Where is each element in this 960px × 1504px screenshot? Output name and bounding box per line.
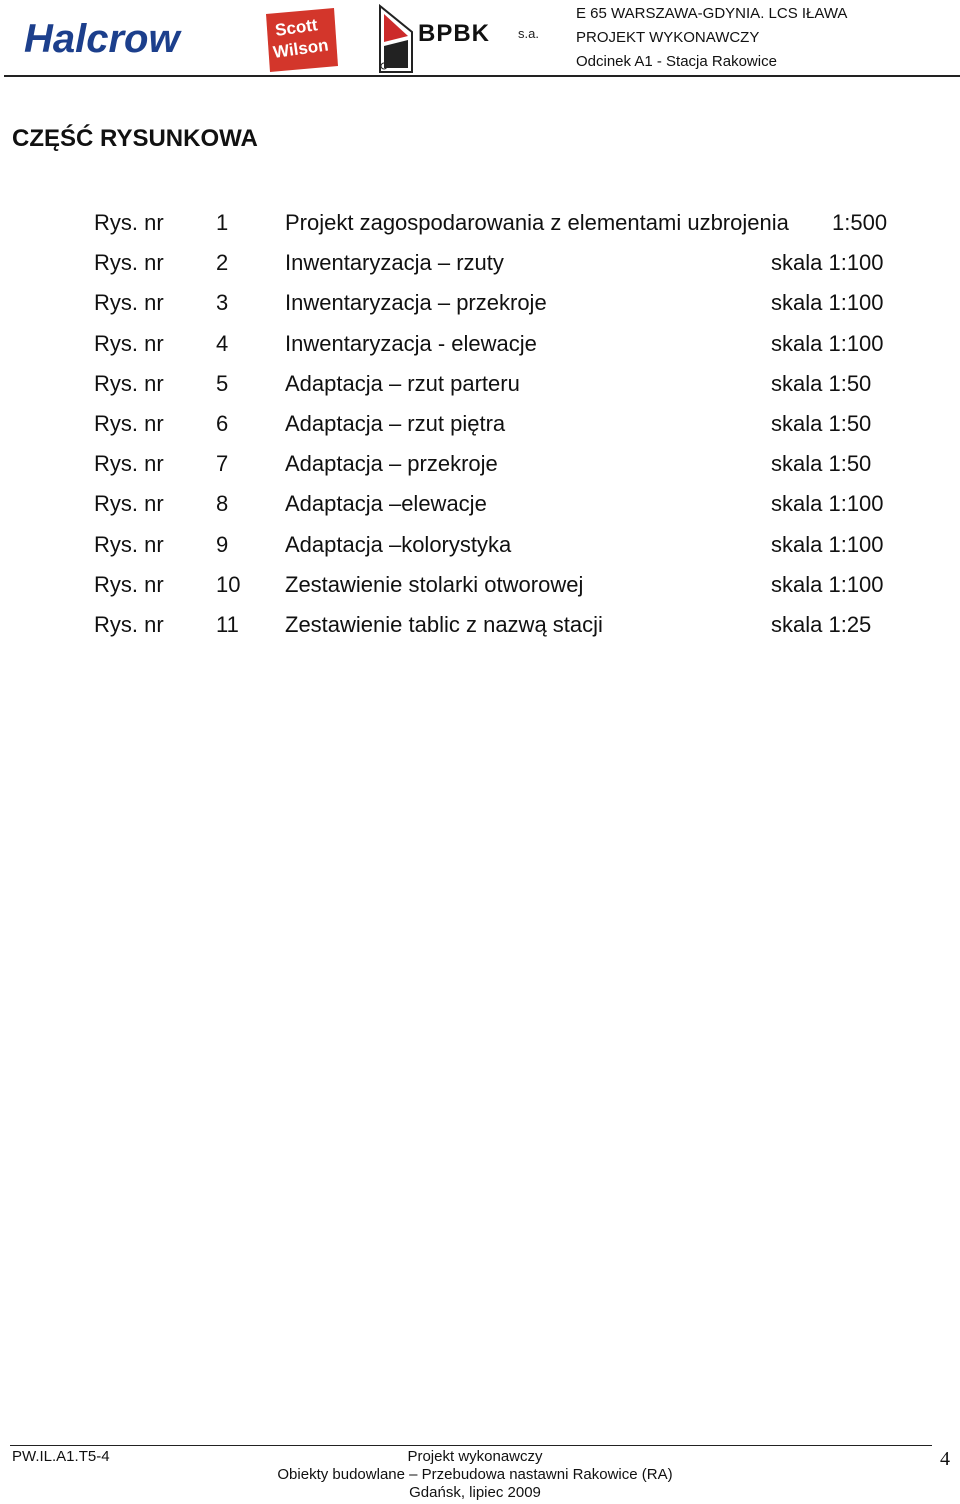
drawing-number: 4: [216, 330, 229, 356]
footer-project-info: [200, 1448, 750, 1502]
drawing-title: Adaptacja –kolorystyka: [285, 531, 512, 557]
drawing-row: [94, 565, 914, 605]
drawing-scale: skala 1:100: [771, 290, 884, 316]
drawing-number: 5: [216, 370, 229, 396]
drawing-prefix: Rys. nr: [94, 611, 164, 637]
drawing-scale: skala 1:100: [771, 491, 884, 517]
drawing-number: 1: [216, 210, 229, 235]
header-line-route: E 65 WARSZAWA-GDYNIA. LCS IŁAWA: [576, 5, 848, 22]
drawing-scale: skala 1:100: [771, 330, 884, 356]
drawing-number: 10: [216, 571, 241, 597]
drawing-list: [94, 203, 914, 645]
section-title: CZĘŚĆ RYSUNKOWA: [12, 125, 258, 152]
drawing-title: Zestawienie tablic z nazwą stacji: [285, 611, 603, 637]
drawing-title: Adaptacja – rzut piętra: [285, 410, 506, 436]
bpbk-emblem-icon: [376, 4, 416, 74]
drawing-prefix: Rys. nr: [94, 330, 164, 356]
drawing-row: [94, 364, 914, 404]
scott-wilson-logo: [264, 6, 340, 74]
drawing-prefix: Rys. nr: [94, 210, 164, 235]
drawing-title: Adaptacja – rzut parteru: [285, 370, 520, 396]
drawing-row: [94, 283, 914, 323]
drawing-scale: skala 1:50: [771, 370, 872, 396]
drawing-scale: skala 1:50: [771, 410, 872, 436]
drawing-number: 6: [216, 410, 229, 436]
drawing-number: 2: [216, 250, 229, 276]
header-line-project-type: PROJEKT WYKONAWCZY: [576, 29, 760, 46]
footer-line-object: Obiekty budowlane – Przebudowa nastawni Rakowice (RA): [277, 1466, 673, 1483]
bpbk-suffix: s.a.: [518, 26, 539, 41]
drawing-title: Inwentaryzacja - elewacje: [285, 330, 537, 356]
drawing-scale: skala 1:25: [771, 611, 872, 637]
header-divider: [4, 75, 960, 77]
page-header: [0, 0, 960, 78]
drawing-title: Adaptacja –elewacje: [285, 491, 487, 517]
drawing-title: Inwentaryzacja – przekroje: [285, 290, 547, 316]
drawing-number: 3: [216, 290, 229, 316]
drawing-scale: skala 1:50: [771, 451, 872, 477]
bpbk-logo: [376, 4, 542, 74]
drawing-title: Zestawienie stolarki otworowej: [285, 571, 584, 597]
drawing-prefix: Rys. nr: [94, 370, 164, 396]
drawing-prefix: Rys. nr: [94, 491, 164, 517]
drawing-row: [94, 444, 914, 484]
drawing-scale: skala 1:100: [771, 531, 884, 557]
drawing-scale: skala 1:100: [771, 571, 884, 597]
document-code: PW.IL.A1.T5-4: [12, 1448, 110, 1465]
drawing-prefix: Rys. nr: [94, 250, 164, 276]
drawing-row: [94, 324, 914, 364]
svg-text:Scott: Scott: [273, 15, 319, 40]
halcrow-logo: [22, 14, 208, 60]
drawing-number: 8: [216, 491, 229, 517]
drawing-title: Inwentaryzacja – rzuty: [285, 250, 504, 276]
footer-divider: [10, 1445, 932, 1446]
bpbk-wordmark: BPBK: [418, 20, 491, 47]
svg-text:Halcrow: Halcrow: [24, 17, 180, 60]
page-footer: [0, 1440, 960, 1504]
header-project-info: [576, 2, 847, 74]
drawing-prefix: Rys. nr: [94, 531, 164, 557]
drawing-title: Adaptacja – przekroje: [285, 451, 498, 477]
page-number: 4: [940, 1448, 950, 1470]
footer-line-date: Gdańsk, lipiec 2009: [409, 1484, 541, 1501]
drawing-row: [94, 484, 914, 524]
drawing-prefix: Rys. nr: [94, 571, 164, 597]
drawing-prefix: Rys. nr: [94, 290, 164, 316]
drawing-row: [94, 605, 914, 645]
drawing-title: Projekt zagospodarowania z elementami uzbrojenia: [285, 210, 789, 235]
svg-text:Wilson: Wilson: [271, 35, 330, 62]
drawing-number: 9: [216, 531, 229, 557]
drawing-row: [94, 404, 914, 444]
drawing-scale: 1:500: [832, 210, 888, 235]
drawing-scale: skala 1:100: [771, 250, 884, 276]
drawing-prefix: Rys. nr: [94, 410, 164, 436]
drawing-number: 11: [216, 611, 239, 637]
drawing-prefix: Rys. nr: [94, 451, 164, 477]
drawing-row: [94, 203, 914, 243]
footer-line-project: Projekt wykonawczy: [407, 1448, 543, 1465]
drawing-number: 7: [216, 451, 229, 477]
header-line-section: Odcinek A1 - Stacja Rakowice: [576, 53, 777, 70]
drawing-row: [94, 243, 914, 283]
drawing-row: [94, 525, 914, 565]
